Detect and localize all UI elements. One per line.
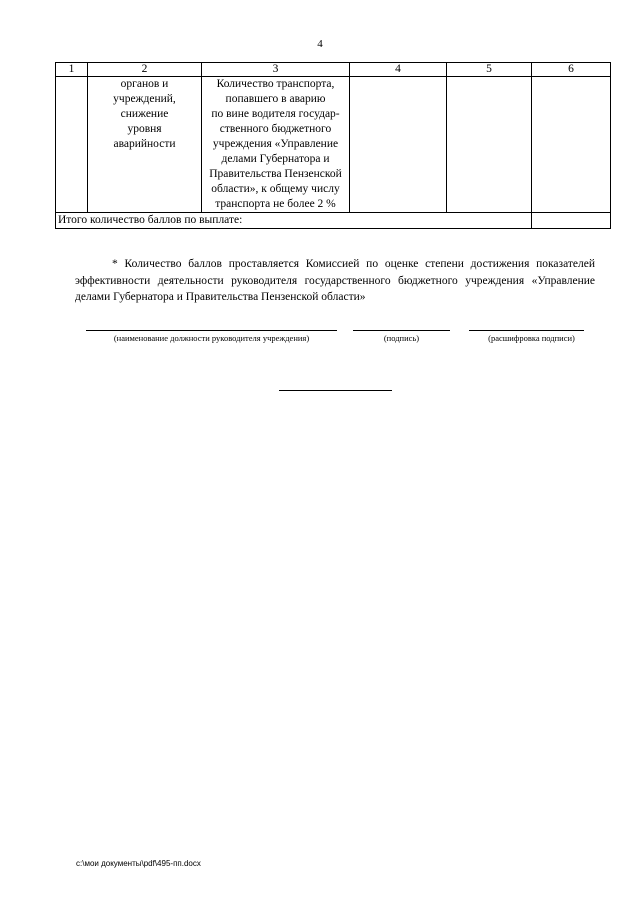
- header-cell: 3: [202, 63, 350, 77]
- evaluation-table: [55, 62, 611, 229]
- table-cell: [532, 77, 611, 213]
- cell-line: уровня: [127, 123, 162, 135]
- table-cell: [56, 77, 88, 213]
- cell-line: снижение: [120, 108, 169, 120]
- cell-line: учреждения «Управление: [212, 138, 339, 150]
- header-cell: 6: [532, 63, 611, 77]
- footnote-text: * Количество баллов проставляется Комиссией по оценке степени достижения показателей эффективности деятельности руководителя государственного бюджетного учреждения «Управление делами Губернатора и Правительства Пензенской области»: [75, 258, 595, 303]
- header-cell: 4: [350, 63, 447, 77]
- header-cell: 1: [56, 63, 88, 77]
- position-caption: (наименование должности руководителя учреждения): [113, 333, 310, 343]
- decoding-signature-line: [469, 330, 584, 331]
- cell-line: попавшего в аварию: [225, 93, 326, 105]
- position-signature-line: [86, 330, 337, 331]
- cell-line: области», к общему числу: [211, 183, 340, 195]
- signature-caption: (подпись): [383, 333, 420, 343]
- footnote: [75, 256, 595, 306]
- file-path: c:\мои документы\pdf\495-пп.docx: [76, 859, 201, 868]
- table-cell: [350, 77, 447, 213]
- total-row: [56, 213, 611, 229]
- table-header-row: [56, 63, 611, 77]
- cell-line: ственного бюджетного: [219, 123, 332, 135]
- indicator-name-cell: [88, 77, 202, 213]
- cell-line: органов и: [120, 78, 169, 90]
- total-value-cell: [532, 213, 611, 229]
- header-cell: 2: [88, 63, 202, 77]
- total-label: Итого количество баллов по выплате:: [56, 213, 532, 229]
- cell-line: транспорта не более 2 %: [215, 198, 336, 210]
- page-number: 4: [317, 38, 323, 50]
- cell-line: учреждений,: [113, 93, 176, 105]
- decoding-caption: (расшифровка подписи): [488, 333, 575, 343]
- table-cell: [447, 77, 532, 213]
- cell-line: по вине водителя государ-: [211, 108, 340, 120]
- end-of-document-line: [279, 390, 392, 391]
- cell-line: Правительства Пензенской: [209, 168, 342, 180]
- cell-line: Количество транспорта,: [216, 78, 335, 90]
- signature-line: [353, 330, 450, 331]
- criteria-cell: [202, 77, 350, 213]
- cell-line: аварийности: [113, 138, 176, 150]
- table-row: [56, 77, 611, 213]
- header-cell: 5: [447, 63, 532, 77]
- cell-line: делами Губернатора и: [221, 153, 330, 165]
